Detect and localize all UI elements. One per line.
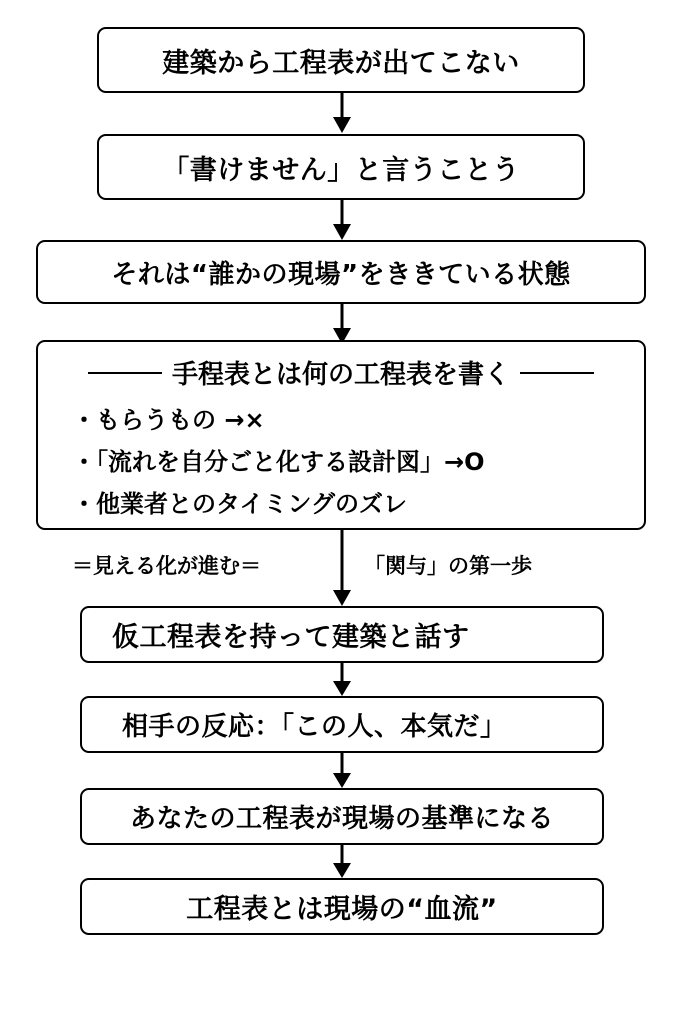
flow-arrow-1 <box>332 93 352 133</box>
flow-step-2 <box>97 134 585 200</box>
flow-step-5 <box>80 606 604 663</box>
flow-step-4-detail-box <box>36 340 646 530</box>
title-rule-right <box>520 372 594 374</box>
flow-step-3-label: それは“誰かの現場”をききている状態 <box>111 259 571 290</box>
detail-title: 手程表とは何の工程表を書く <box>171 360 510 390</box>
flow-step-7-label: あなたの工程表が現場の基準になる <box>129 804 554 834</box>
detail-item-1: ・もらうもの →× <box>72 406 265 434</box>
flow-step-6-label: 相手の反応：「この人、本気だ」 <box>122 712 507 742</box>
flow-step-3 <box>36 240 646 304</box>
annotation-left: ＝見える化が進む＝ <box>72 554 261 578</box>
flow-step-8-label: 工程表とは現場の“血流” <box>186 894 498 925</box>
flow-arrow-3 <box>332 304 352 344</box>
flow-step-6 <box>80 696 604 753</box>
flow-arrow-6 <box>332 753 352 788</box>
flow-step-1-label: 建築から工程表が出てこない <box>162 47 520 79</box>
detail-item-2: ・「流れを自分ごと化する設計図」→O <box>72 448 485 476</box>
flow-arrow-2 <box>332 200 352 240</box>
detail-title-row <box>38 354 644 391</box>
flow-arrow-5 <box>332 663 352 696</box>
detail-item-3: ・他業者とのタイミングのズレ <box>72 490 408 518</box>
title-rule-left <box>88 372 162 374</box>
flow-step-8 <box>80 878 604 935</box>
flow-step-2-label: 「書けません」と言うことう <box>162 154 520 186</box>
annotation-right: 「関与」の第一歩 <box>364 554 532 578</box>
flow-step-1 <box>97 27 585 93</box>
flow-step-5-label: 仮工程表を持って建築と話す <box>112 622 470 653</box>
flow-step-7 <box>80 788 604 845</box>
flow-arrow-4 <box>332 530 352 606</box>
flow-arrow-7 <box>332 845 352 878</box>
